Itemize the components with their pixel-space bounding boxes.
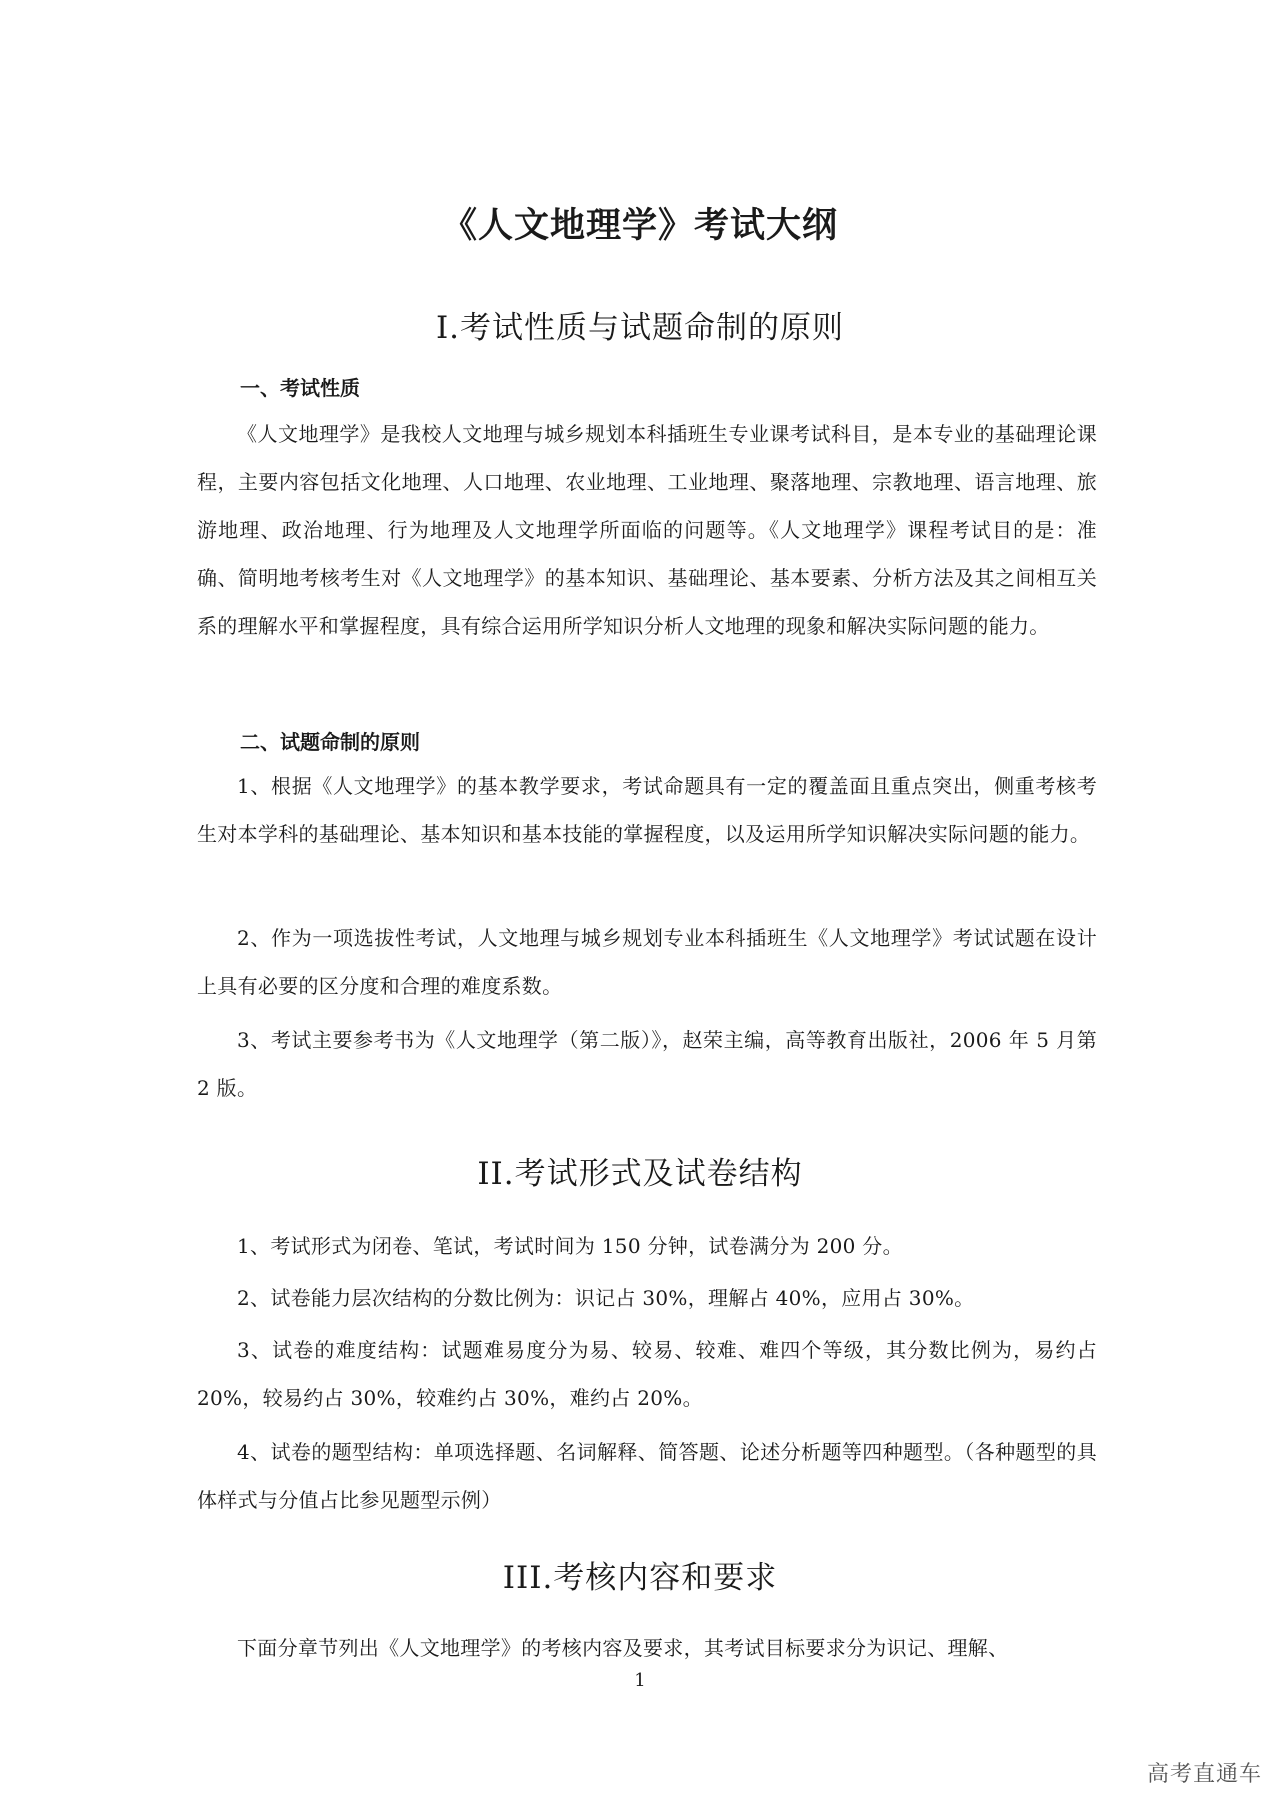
section-heading-2: II.考试形式及试卷结构 xyxy=(477,1156,803,1192)
section-heading-1: I.考试性质与试题命制的原则 xyxy=(435,310,845,346)
exam-form-item-4: 4、试卷的题型结构：单项选择题、名词解释、简答题、论述分析题等四种题型。（各种题型的具体样式与分值占比参见题型示例） xyxy=(197,1440,1097,1512)
principle-item-2: 2、作为一项选拔性考试，人文地理与城乡规划专业本科插班生《人文地理学》考试试题在设计上具有必要的区分度和合理的难度系数。 xyxy=(197,926,1097,998)
watermark: 高考直通车 xyxy=(1146,1762,1262,1787)
exam-form-item-3: 3、试卷的难度结构：试题难易度分为易、较易、较难、难四个等级，其分数比例为，易约占 20%，较易约占 30%，较难约占 30%，难约占 20%。 xyxy=(197,1338,1097,1410)
subsection-heading-principles: 二、试题命制的原则 xyxy=(240,730,420,754)
section-heading-3: III.考核内容和要求 xyxy=(502,1560,778,1596)
principle-item-1: 1、根据《人文地理学》的基本教学要求，考试命题具有一定的覆盖面且重点突出，侧重考核考生对本学科的基础理论、基本知识和基本技能的掌握程度，以及运用所学知识解决实际问题的能力。 xyxy=(197,774,1097,846)
exam-form-item-2: 2、试卷能力层次结构的分数比例为：识记占 30%，理解占 40%，应用占 30%。 xyxy=(237,1286,975,1310)
exam-form-item-1: 1、考试形式为闭卷、笔试，考试时间为 150 分钟，试卷满分为 200 分。 xyxy=(237,1234,903,1258)
exam-nature-paragraph: 《人文地理学》是我校人文地理与城乡规划本科插班生专业课考试科目，是本专业的基础理论课程，主要内容包括文化地理、人口地理、农业地理、工业地理、聚落地理、宗教地理、语言地理、旅游地理、政治地理、行为地理及人文地理学所面临的问题等。《人文地理学》课程考试目的是：准确、简明地考核考生对《人文地理学》的基本知识、基础理论、基本要素、分析方法及其之间相互关系的理解水平和掌握程度，具有综合运用所学知识分析人文地理的现象和解决实际问题的能力。 xyxy=(197,422,1097,638)
document-title: 《人文地理学》考试大纲 xyxy=(441,205,838,246)
assessment-intro-paragraph: 下面分章节列出《人文地理学》的考核内容及要求，其考试目标要求分为识记、理解、 xyxy=(237,1636,1009,1660)
page-number: 1 xyxy=(634,1670,646,1691)
principle-item-3: 3、考试主要参考书为《人文地理学（第二版）》，赵荣主编，高等教育出版社，2006 年 5 月第 2 版。 xyxy=(197,1028,1097,1100)
subsection-heading-exam-nature: 一、考试性质 xyxy=(240,376,360,400)
